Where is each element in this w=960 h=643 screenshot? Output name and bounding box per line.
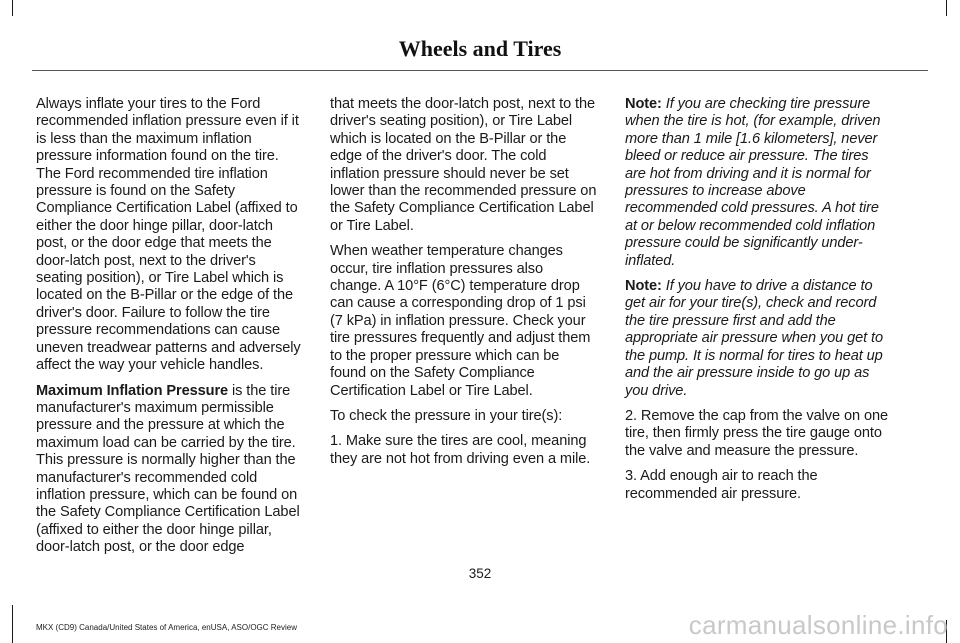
text-column-1 — [36, 96, 304, 565]
crop-mark-top-left — [12, 0, 13, 16]
text-column-2 — [330, 96, 598, 476]
note-text: If you are checking tire pressure when the tire is hot, (for example, driven more than 1 mile [1.6 kilometers], never bleed or reduce air pressure. The tires are hot from driving and it is normal for pressures to increase above recommended cold pressures. A hot tire at or below recommended cold inflation pressure could be significantly under-inflated. — [625, 96, 881, 269]
watermark: carmanualsonline.info — [688, 610, 948, 640]
note-hot-tire — [625, 96, 893, 270]
paragraph-check-pressure-intro: To check the pressure in your tire(s): — [330, 407, 563, 424]
paragraph-continued: that meets the door-latch post, next to the driver's seating position), or Tire Label which is located on the B-Pillar or the edge of the driver's door. The cold inflation pressure should never be set lower than the recommended pressure on the Safety Compliance Certification Label or Tire Label. — [330, 96, 597, 234]
note-text: If you have to drive a distance to get air for your tire(s), check and record the tire pressure first and add the appropriate air pressure when you get to the pump. It is normal for tires to heat up and the air pressure inside to go up as you drive. — [625, 278, 884, 399]
step-1: 1. Make sure the tires are cool, meaning they are not hot from driving even a mile. — [330, 433, 591, 467]
note-drive-distance — [625, 278, 893, 400]
page-title: Wheels and Tires — [398, 36, 562, 61]
paragraph-maximum-inflation-text: is the tire manufacturer's maximum permissible pressure and the pressure at which the maximum load can be carried by the tire. This pressure is normally higher than the manufacturer's recommended cold inflation pressure, which can be found on the Safety Compliance Certification Label (affixed to either the door hinge pillar, door-latch post, or the door edge — [36, 382, 300, 556]
step-3: 3. Add enough air to reach the recommended air pressure. — [625, 468, 818, 502]
header-divider — [32, 70, 928, 71]
term-maximum-inflation-pressure: Maximum Inflation Pressure — [36, 382, 229, 399]
step-2: 2. Remove the cap from the valve on one tire, then firmly press the tire gauge onto the valve and measure the pressure. — [625, 407, 888, 459]
text-column-3 — [625, 96, 893, 511]
paragraph-weather-temperature: When weather temperature changes occur, tire inflation pressures also change. A 10°F (6°C) temperature drop can cause a corresponding drop of 1 psi (7 kPa) in inflation pressure. Check your tire pressures frequently and adjust them to the proper pressure which can be found on the Safety Compliance Certification Label or Tire Label. — [330, 243, 591, 399]
paragraph-maximum-inflation — [36, 383, 304, 557]
paragraph-inflate-tires: Always inflate your tires to the Ford recommended inflation pressure even if it is less than the maximum inflation pressure information found on the tire. The Ford recommended tire inflation pressure is found on the Safety Compliance Certification Label (affixed to either the door hinge pillar, door-latch post, or the door edge that meets the door-latch post, next to the driver's seating position), or Tire Label which is located on the B-Pillar or the edge of the driver's door. Failure to follow the tire pressure recommendations can cause uneven treadwear patterns and adversely affect the way your vehicle handles. — [36, 96, 301, 374]
note-label: Note: — [625, 278, 662, 295]
note-label: Note: — [625, 96, 662, 112]
page-number: 352 — [468, 566, 492, 581]
document-info: MKX (CD9) Canada/United States of America, enUSA, ASO/OGC Review — [36, 623, 297, 632]
crop-mark-bottom-left — [12, 605, 13, 643]
crop-mark-top-right — [946, 0, 947, 16]
